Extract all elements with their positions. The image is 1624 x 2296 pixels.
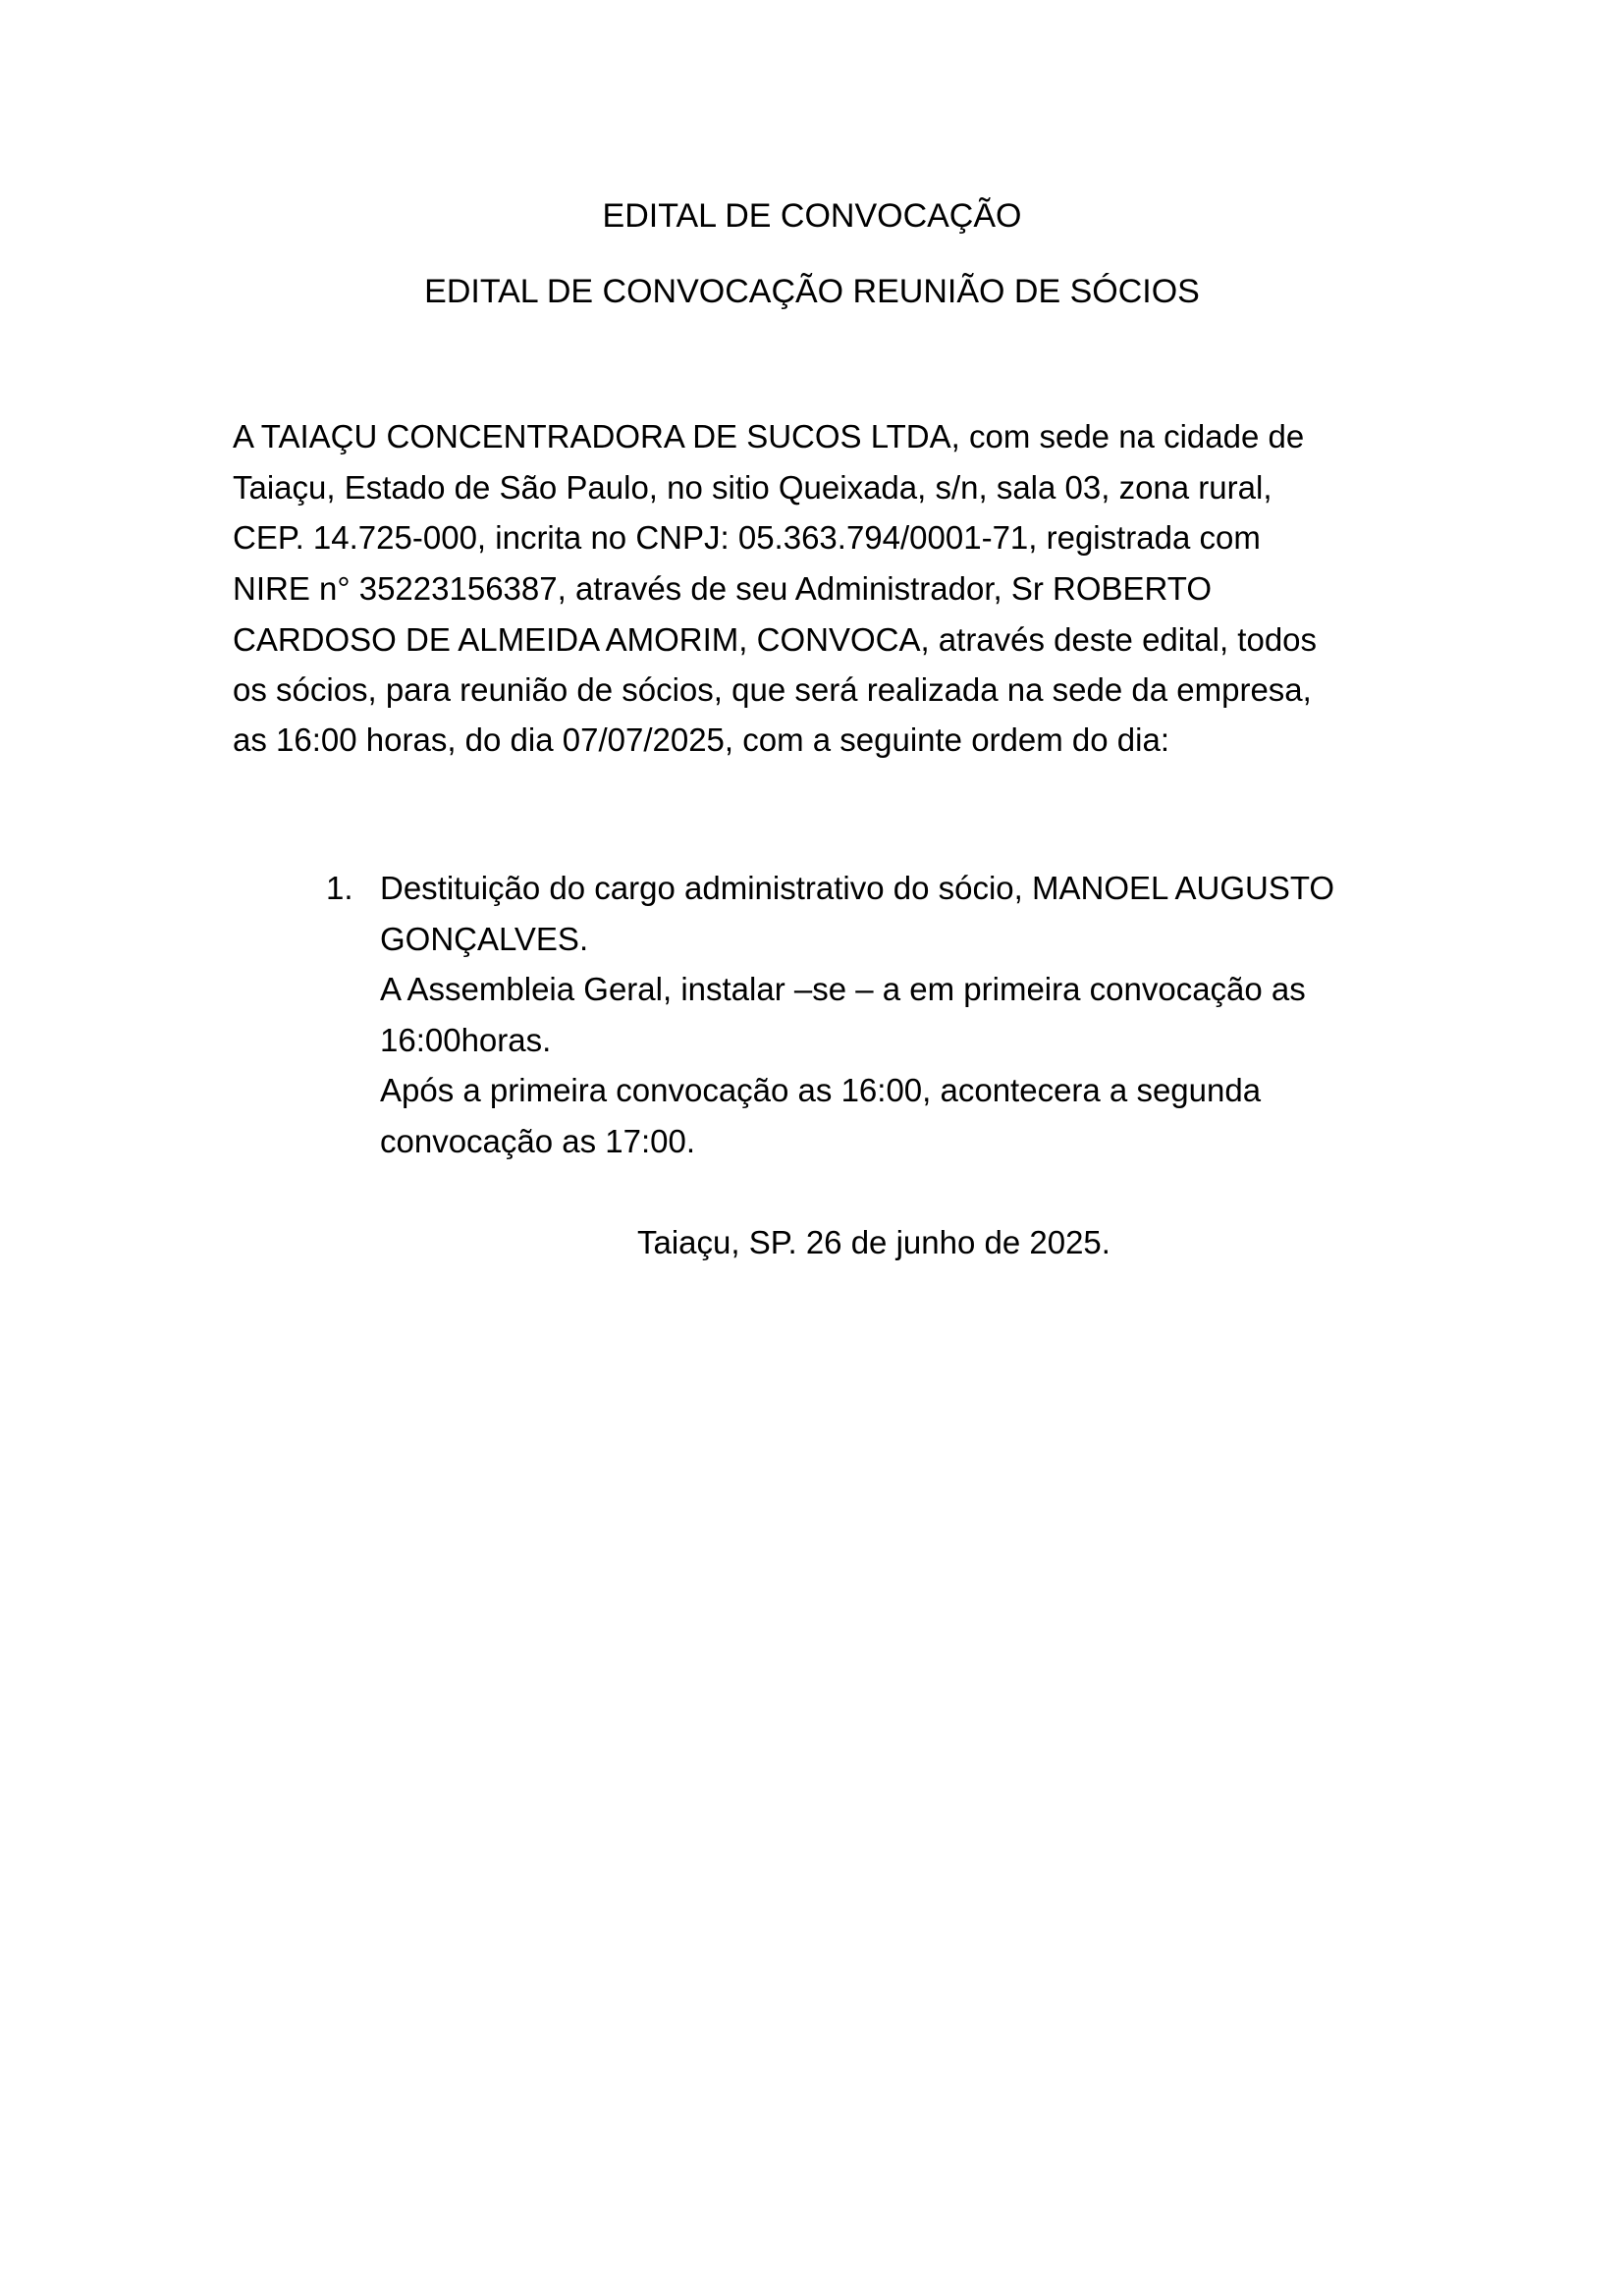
body-line: CEP. 14.725-000, incrita no CNPJ: 05.363.794/0001-71, registrada com	[233, 519, 1261, 556]
body-line: os sócios, para reunião de sócios, que será realizada na sede da empresa,	[233, 671, 1312, 708]
body-line: Taiaçu, Estado de São Paulo, no sitio Queixada, s/n, sala 03, zona rural,	[233, 469, 1272, 506]
body-line: CARDOSO DE ALMEIDA AMORIM, CONVOCA, através deste edital, todos	[233, 621, 1318, 658]
agenda-line: convocação as 17:00.	[380, 1123, 696, 1159]
document-subtitle: EDITAL DE CONVOCAÇÃO REUNIÃO DE SÓCIOS	[424, 273, 1200, 310]
body-line: NIRE n° 35223156387, através de seu Administrador, Sr ROBERTO	[233, 570, 1213, 607]
agenda-line: A Assembleia Geral, instalar –se – a em primeira convocação as	[380, 971, 1306, 1007]
agenda-line: GONÇALVES.	[380, 921, 589, 957]
agenda-item-number: 1.	[326, 870, 353, 906]
document-title: EDITAL DE CONVOCAÇÃO	[602, 197, 1022, 235]
place-date: Taiaçu, SP. 26 de junho de 2025.	[637, 1224, 1110, 1260]
body-line: as 16:00 horas, do dia 07/07/2025, com a seguinte ordem do dia:	[233, 721, 1169, 758]
agenda-line: Destituição do cargo administrativo do sócio, MANOEL AUGUSTO	[380, 870, 1335, 906]
agenda-line: 16:00horas.	[380, 1022, 552, 1058]
body-line: A TAIAÇU CONCENTRADORA DE SUCOS LTDA, com sede na cidade de	[233, 418, 1305, 454]
agenda-line: Após a primeira convocação as 16:00, acontecera a segunda	[380, 1072, 1262, 1108]
